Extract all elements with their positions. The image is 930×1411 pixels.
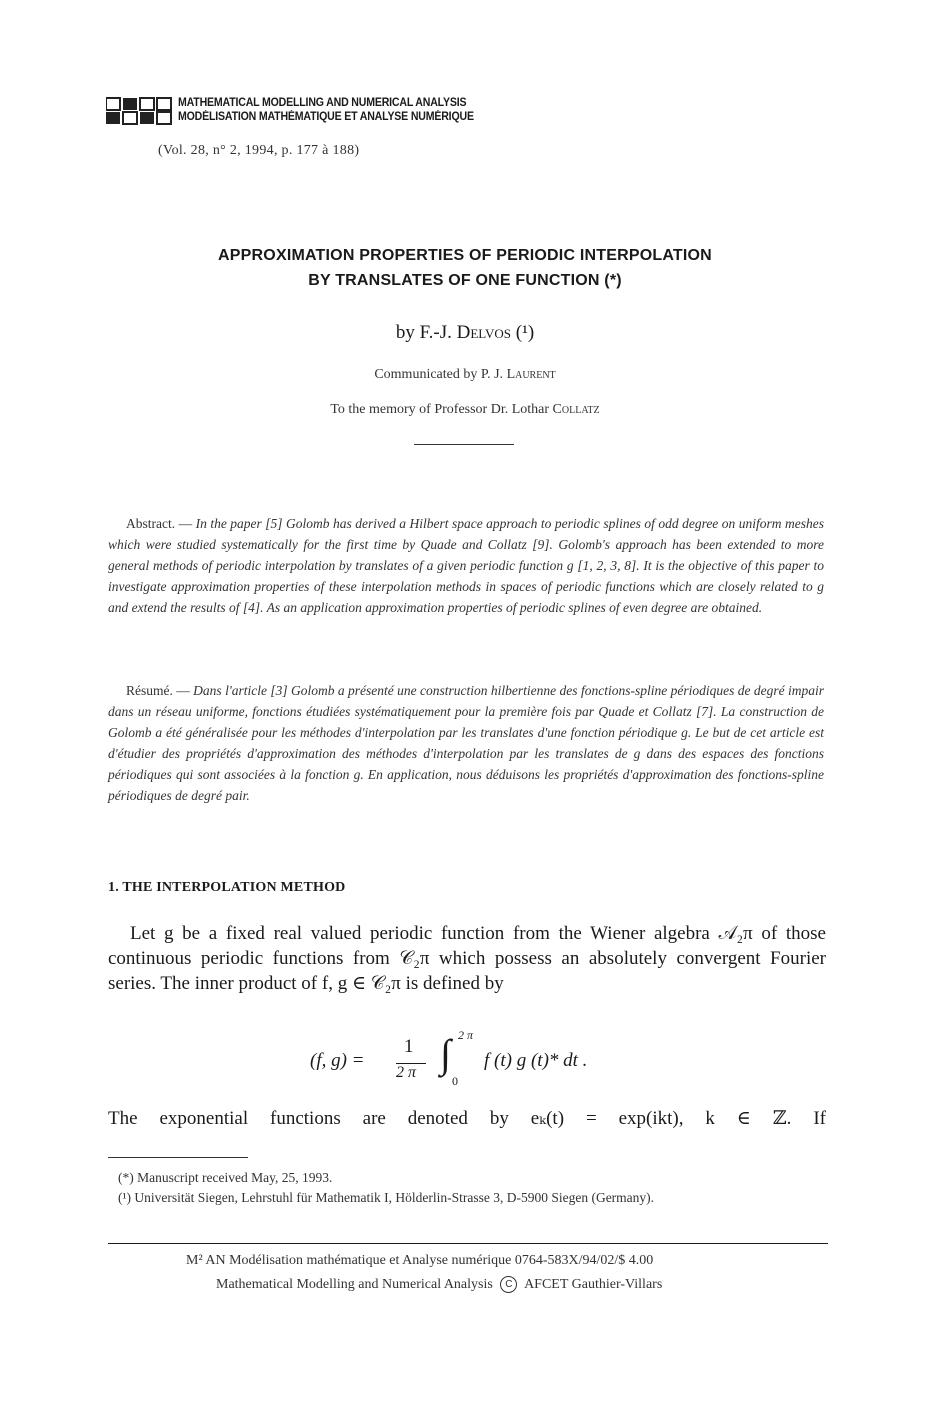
footnote-divider — [108, 1157, 248, 1158]
dedication — [0, 402, 930, 418]
abstract-text: In the paper [5] Golomb has derived a Hilbert space approach to periodic splines of odd degree on uniform meshes which were studied systematically for the first time by Quade and Collatz [9]. Golomb's approach has been extended to more general methods of periodic interpolation by translates of a given periodic function g [1, 2, 3, 8]. It is the objective of this paper to investigate approximation properties of these interpolation methods in spaces of periodic functions which are closely related to g and extend the results of [4]. As an application approximation properties of periodic splines of even degree are obtained. — [108, 516, 825, 615]
title-divider — [414, 444, 514, 445]
journal-name-fr: MODÉLISATION MATHÉMATIQUE ET ANALYSE NUMÉRIQUE — [178, 111, 474, 123]
author-footnote-mark: (¹) — [511, 322, 535, 343]
body-paragraph-1: Let g be a fixed real valued periodic function from the Wiener algebra 𝒜₂π of those continuous periodic functions from 𝒞₂π which possess an absolutely convergent Fourier series. The inner product of f, g ∈ 𝒞₂π is defined by — [108, 923, 826, 994]
communicated-by — [0, 367, 930, 383]
footer-publisher: AFCET Gauthier-Villars — [524, 1277, 663, 1292]
volume-info: (Vol. 28, n° 2, 1994, p. 177 à 188) — [158, 143, 360, 158]
footnote-received: (*) Manuscript received May, 25, 1993. — [118, 1170, 333, 1185]
formula-denominator: 2 π — [396, 1064, 417, 1081]
dedication-prefix: To the memory of Professor Dr. Lothar — [330, 402, 553, 417]
integral-lower-limit: 0 — [452, 1074, 458, 1088]
footer-journal: Mathematical Modelling and Numerical Analysis — [216, 1277, 493, 1292]
resume-lead: Résumé. — — [126, 683, 194, 698]
resume — [108, 680, 824, 806]
author-surname: Delvos — [456, 322, 512, 343]
communicator-name: Laurent — [506, 367, 556, 382]
abstract-lead: Abstract. — — [126, 516, 196, 531]
inner-product-formula — [300, 1030, 660, 1090]
dedication-name: Collatz — [552, 402, 600, 417]
integral-sign: ∫ — [440, 1031, 451, 1076]
copyright-icon: C — [500, 1276, 517, 1293]
formula-rhs: f (t) g (t)* dt . — [484, 1050, 588, 1071]
author-line — [0, 322, 930, 344]
footer-divider — [108, 1243, 828, 1244]
paper-title-line-2: BY TRANSLATES OF ONE FUNCTION (*) — [308, 272, 622, 289]
formula-numerator: 1 — [404, 1036, 414, 1057]
abstract — [108, 513, 824, 618]
footnote-affiliation: (¹) Universität Siegen, Lehrstuhl für Mathematik I, Hölderlin-Strasse 3, D-5900 Siegen (Germany). — [118, 1190, 655, 1205]
footer-publisher-line — [216, 1276, 662, 1293]
journal-name-en: MATHEMATICAL MODELLING AND NUMERICAL ANALYSIS — [178, 97, 467, 109]
communicated-prefix: Communicated by P. J. — [374, 367, 507, 382]
resume-text: Dans l'article [3] Golomb a présenté une construction hilbertienne des fonctions-spline périodiques de degré impair dans un réseau uniforme, fonctions étudiées systématiquement pour la première fois par Quade et Collatz [7]. La construction de Golomb a été généralisée pour les méthodes d'interpolation par les translates d'une fonction périodique g. Le but de cet article est d'étudier des propriétés d'approximation des méthodes d'interpolation par les translates de g dans des espaces des fonctions périodiques qui sont associées à la fonction g. En application, nous déduisons les propriétés d'approximation des fonctions-spline périodiques de degré pair. — [108, 683, 824, 803]
footer-issn-line: M² AN Modélisation mathématique et Analyse numérique 0764-583X/94/02/$ 4.00 — [186, 1253, 654, 1268]
journal-logo-icon — [106, 96, 172, 126]
integral-upper-limit: 2 π — [458, 1028, 474, 1042]
body-paragraph-2: The exponential functions are denoted by eₖ(t) = exp(ikt), k ∈ ℤ. If — [108, 1108, 826, 1129]
paper-title-line-1: APPROXIMATION PROPERTIES OF PERIODIC INTERPOLATION — [218, 247, 712, 264]
section-heading: 1. THE INTERPOLATION METHOD — [108, 880, 346, 895]
author-prefix: by F.-J. — [395, 322, 457, 343]
formula-lhs: (f, g) = — [310, 1050, 365, 1071]
